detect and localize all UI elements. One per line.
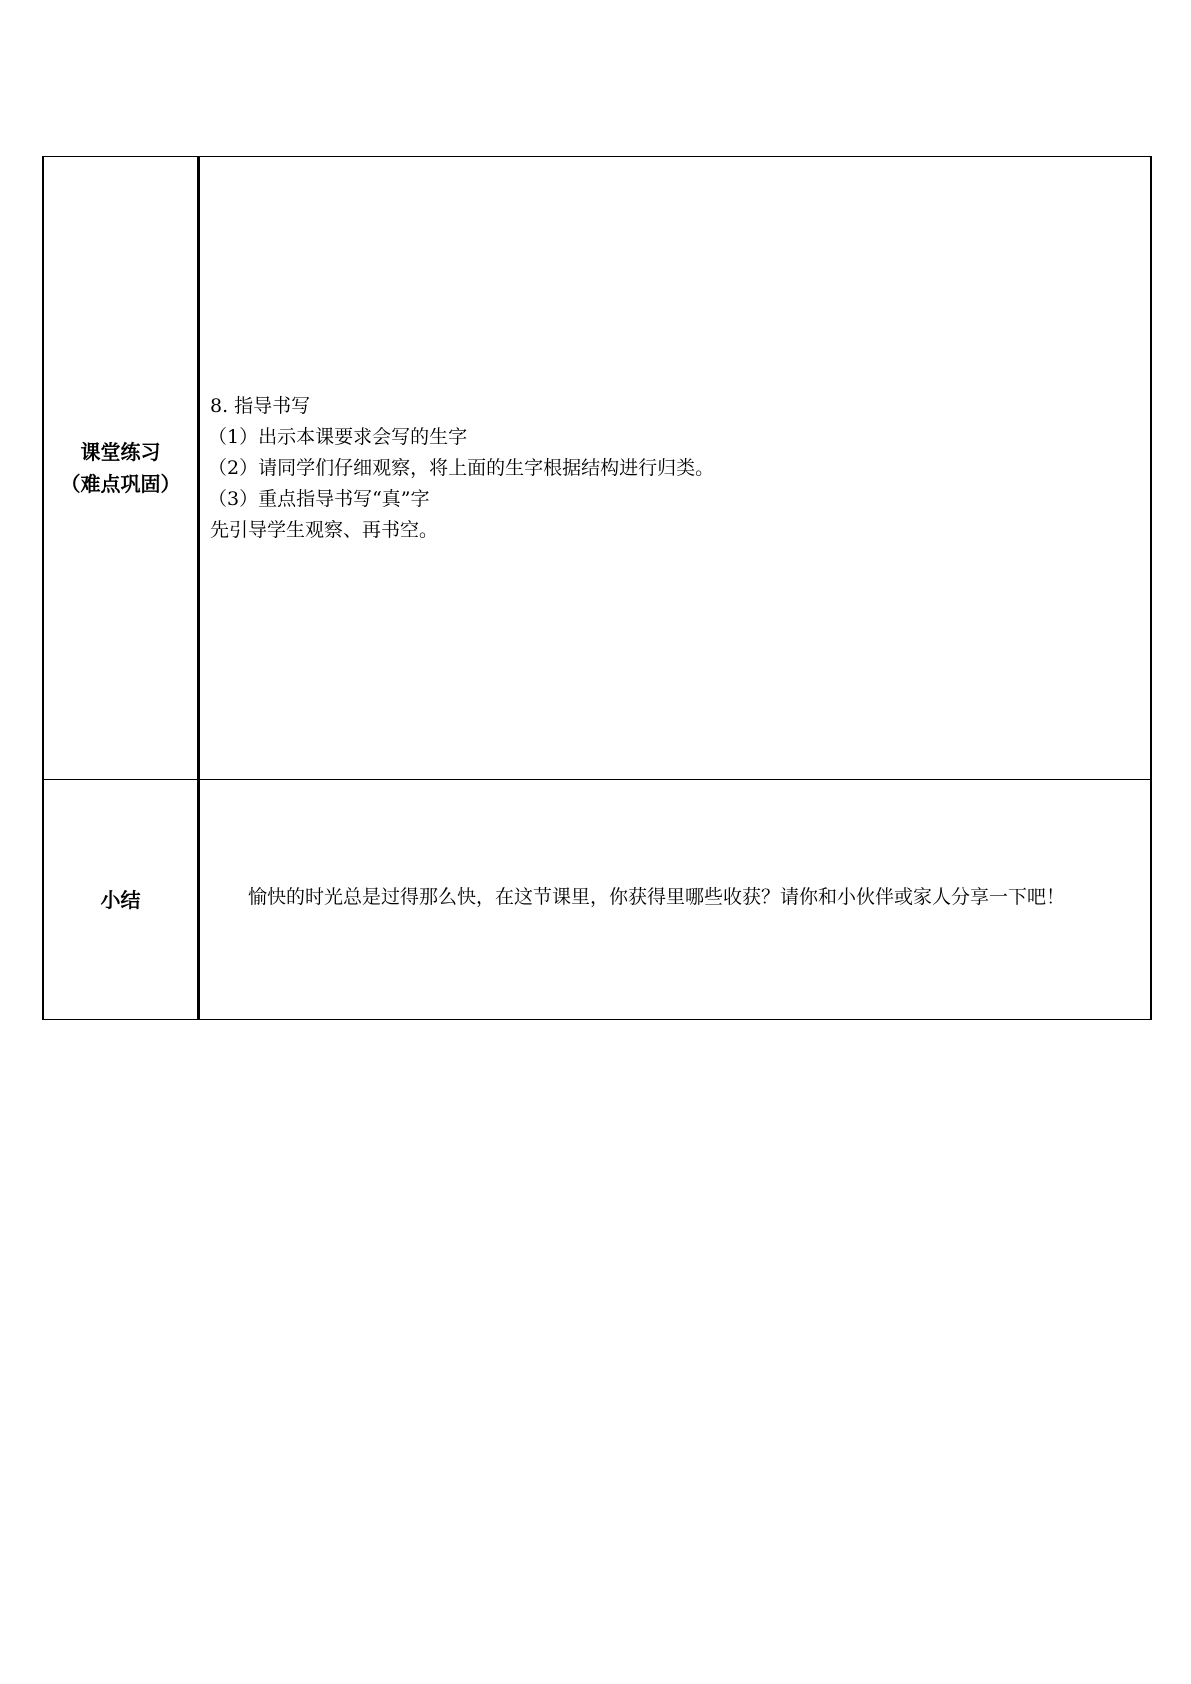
practice-label: 课堂练习 (80, 440, 161, 464)
practice-label-cell (43, 157, 199, 780)
practice-sublabel: （难点巩固） (60, 472, 181, 496)
summary-text: 愉快的时光总是过得那么快，在这节课里，你获得里哪些收获？请你和小伙伴或家人分享一下吧！ (248, 885, 1066, 908)
practice-row (43, 157, 1151, 780)
lesson-plan-table (42, 156, 1152, 1020)
summary-label: 小结 (100, 887, 141, 912)
practice-line: 8. 指导书写 (210, 394, 311, 417)
summary-label-cell (43, 780, 199, 1020)
practice-line: （2）请同学们仔细观察，将上面的生字根据结构进行归类。 (208, 456, 715, 479)
summary-row (43, 780, 1151, 1020)
practice-line: （1）出示本课要求会写的生字 (208, 425, 468, 448)
practice-content-cell (199, 157, 1152, 780)
summary-content (200, 878, 1150, 922)
practice-line: 先引导学生观察、再书空。 (210, 518, 439, 541)
practice-line: （3）重点指导书写“真”字 (208, 487, 430, 510)
summary-content-cell (199, 780, 1152, 1020)
practice-content (200, 391, 1150, 546)
